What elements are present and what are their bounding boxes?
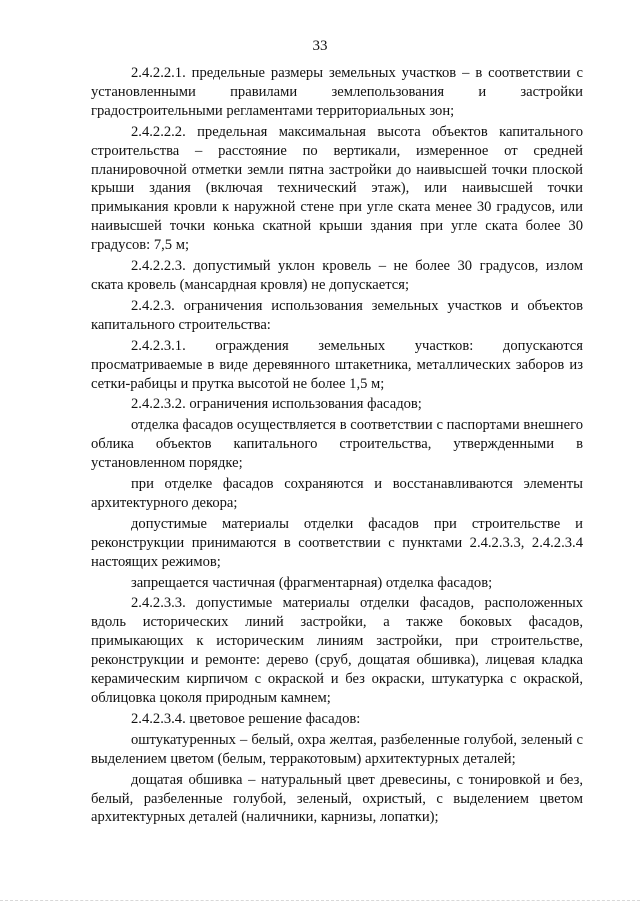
paragraph-2-4-2-2-2: 2.4.2.2.2. предельная максимальная высота объектов капитального строительства – расстояние по вертикали, измеренное от средней планировочной отметки земли пятна застройки до наивысшей точки плоской крыши здания (включая технический этаж), или наивысшей точки примыкания кровли к наружной стене при угле ската менее 30 градусов, или наивысшей точки конька скатной крыши здания при угле ската более 30 градусов: 7,5 м; [91, 123, 583, 254]
page-number: 33 [312, 38, 328, 54]
paragraph-2-4-2-3-1: 2.4.2.3.1. ограждения земельных участков: допускаются просматриваемые в виде деревянного штакетника, металлических заборов из сетки-рабицы и прутка высотой не более 1,5 м; [91, 337, 583, 392]
paragraph-facade-passports: отделка фасадов осуществляется в соответствии с паспортами внешнего облика объектов капитального строительства, утвержденными в установленном порядке; [91, 417, 583, 472]
paragraph-2-4-2-2-3: 2.4.2.2.3. допустимый уклон кровель – не более 30 градусов, излом ската кровель (мансардная кровля) не допускается; [91, 258, 583, 293]
paragraph-2-4-2-3-2: 2.4.2.3.2. ограничения использования фасадов; [131, 396, 422, 413]
paragraph-board-cladding-colors: дощатая обшивка – натуральный цвет древесины, с тонировкой и без, белый, разбеленные голубой, зеленый, охристый, с выделением цветом архитектурных деталей (наличники, карнизы, лопатки); [91, 771, 583, 826]
paragraph-allowed-materials: допустимые материалы отделки фасадов при строительстве и реконструкции принимаются в соответствии с пунктами 2.4.2.3.3, 2.4.2.3.4 настоящих режимов; [91, 515, 583, 570]
page-bottom-divider [0, 900, 640, 901]
document-body [91, 64, 583, 827]
paragraph-2-4-2-3-4: 2.4.2.3.4. цветовое решение фасадов: [131, 710, 361, 727]
paragraph-decor-preservation: при отделке фасадов сохраняются и восстанавливаются элементы архитектурного декора; [91, 476, 583, 511]
paragraph-2-4-2-3-3: 2.4.2.3.3. допустимые материалы отделки фасадов, расположенных вдоль исторических линий застройки, а также боковых фасадов, примыкающих к историческим линиям застройки, при строительстве, реконструкции и ремонте: дерево (сруб, дощатая обшивка), лицевая кладка керамическим кирпичом с окраской и без окраски, штукатурка с окраской, облицовка цоколя природным камнем; [91, 595, 583, 706]
paragraph-2-4-2-3: 2.4.2.3. ограничения использования земельных участков и объектов капитального строительства: [91, 297, 583, 333]
paragraph-2-4-2-2-1: 2.4.2.2.1. предельные размеры земельных участков – в соответствии с установленными правилами землепользования и застройки градостроительными регламентами территориальных зон; [91, 65, 583, 119]
paragraph-plastered-colors: оштукатуренных – белый, охра желтая, разбеленные голубой, зеленый с выделением цветом (белым, терракотовым) архитектурных деталей; [91, 731, 583, 767]
paragraph-partial-finish-ban: запрещается частичная (фрагментарная) отделка фасадов; [131, 574, 493, 591]
